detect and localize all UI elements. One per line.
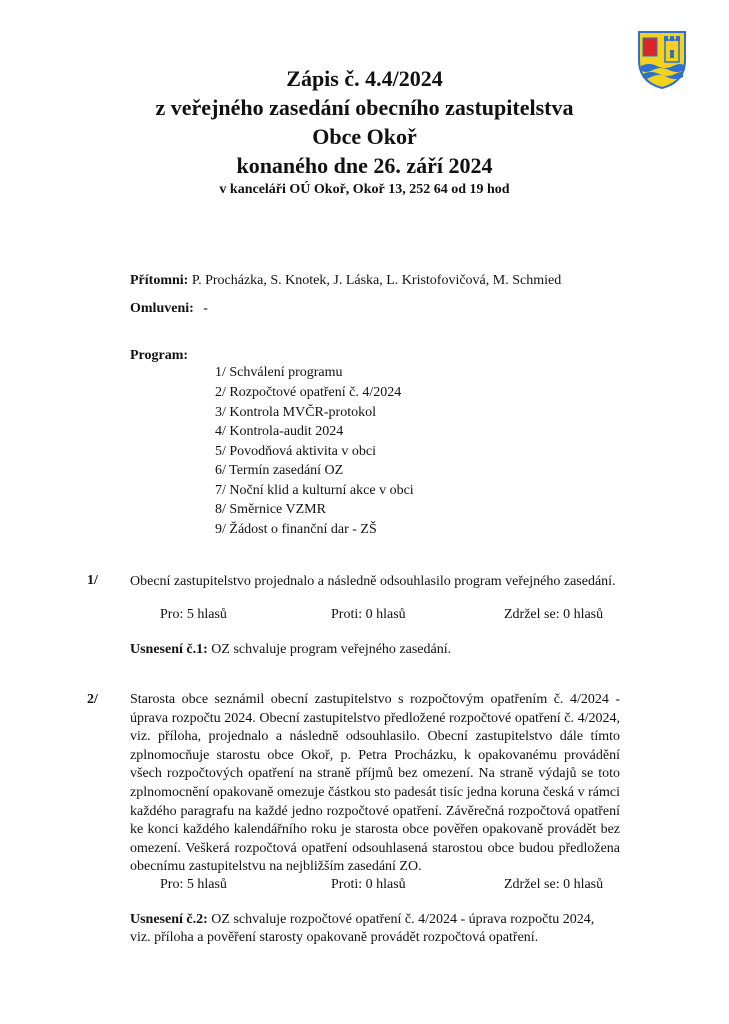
present-value: P. Procházka, S. Knotek, J. Láska, L. Kristofovičová, M. Schmied [191,273,562,288]
document-title-line2: z veřejného zasedání obecního zastupitelstva [155,95,574,120]
section-number: 1/ [87,573,98,588]
resolution-row [130,911,594,929]
resolution-text: OZ schvaluje program veřejného zasedání. [211,642,452,657]
program-item: 3/ Kontrola MVČR-protokol [215,405,376,420]
program-item: 6/ Termín zasedání OZ [215,463,344,478]
excused-value: - [203,301,208,316]
program-item: 4/ Kontrola-audit 2024 [215,424,344,439]
meeting-date: konaného dne 26. září 2024 [236,153,493,178]
resolution-row [130,641,451,659]
section-number: 2/ [87,692,98,707]
vote-for: Pro: 5 hlasů [160,877,227,892]
vote-for: Pro: 5 hlasů [160,607,227,622]
document-title: Zápis č. 4.4/2024 [286,66,443,91]
program-label: Program: [130,348,189,363]
section-text: Starosta obce seznámil obecní zastupitelstvo s rozpočtovým opatřením č. 4/2024 - úprava rozpočtu 2024. Obecní zastupitelstvo předložené rozpočtové opatření č. 4/2024, viz. příloha, projednalo a následně odsouhlasilo. Obecní zastupitelstvo dále tímto zplnomocňuje starostu obce Okoř, p. Petra Procházku, k opakovanému provádění všech rozpočtových opatření na straně příjmů bez omezení. Na straně výdajů se toto zplnomocnění opakovaně omezuje částkou sto padesát tisíc jedna koruna česká v rámci každého paragrafu na každé jedno rozpočtové opatření. Závěrečná rozpočtová opatření ke konci každého kalendářního roku je starosta obce pověřen opakovaně provádět bez omezení. Veškerá rozpočtová opatření odsouhlasená starostou obce budou předložena obecnímu zastupitelstvu na nejbližším zasedání ZO. [130,692,620,875]
excused-label: Omluveni: [130,301,194,316]
municipality-name: Obce Okoř [312,124,417,149]
resolution-text: OZ schvaluje rozpočtové opatření č. 4/2024 - úprava rozpočtu 2024, [211,912,595,927]
program-item: 8/ Směrnice VZMR [215,502,326,517]
present-label: Přítomni: [130,273,189,288]
meeting-location: v kanceláři OÚ Okoř, Okoř 13, 252 64 od 19 hod [219,182,510,197]
vote-abstain: Zdržel se: 0 hlasů [504,607,604,622]
document-header [0,64,729,198]
program-item: 2/ Rozpočtové opatření č. 4/2024 [215,385,402,400]
section-text: Obecní zastupitelstvo projednalo a následně odsouhlasilo program veřejného zasedání. [130,574,616,589]
program-item: 5/ Povodňová aktivita v obci [215,444,376,459]
vote-against: Proti: 0 hlasů [331,877,406,892]
resolution-text-continued: viz. příloha a pověření starosty opakovaně provádět rozpočtová opatření. [130,930,539,945]
present-row [130,272,561,290]
program-item: 1/ Schválení programu [215,365,343,380]
excused-row [130,300,208,318]
program-item: 9/ Žádost o finanční dar - ZŠ [215,522,377,537]
vote-abstain: Zdržel se: 0 hlasů [504,877,604,892]
vote-against: Proti: 0 hlasů [331,607,406,622]
resolution-label: Usnesení č.2: [130,912,208,927]
program-item: 7/ Noční klid a kulturní akce v obci [215,483,414,498]
resolution-label: Usnesení č.1: [130,642,208,657]
